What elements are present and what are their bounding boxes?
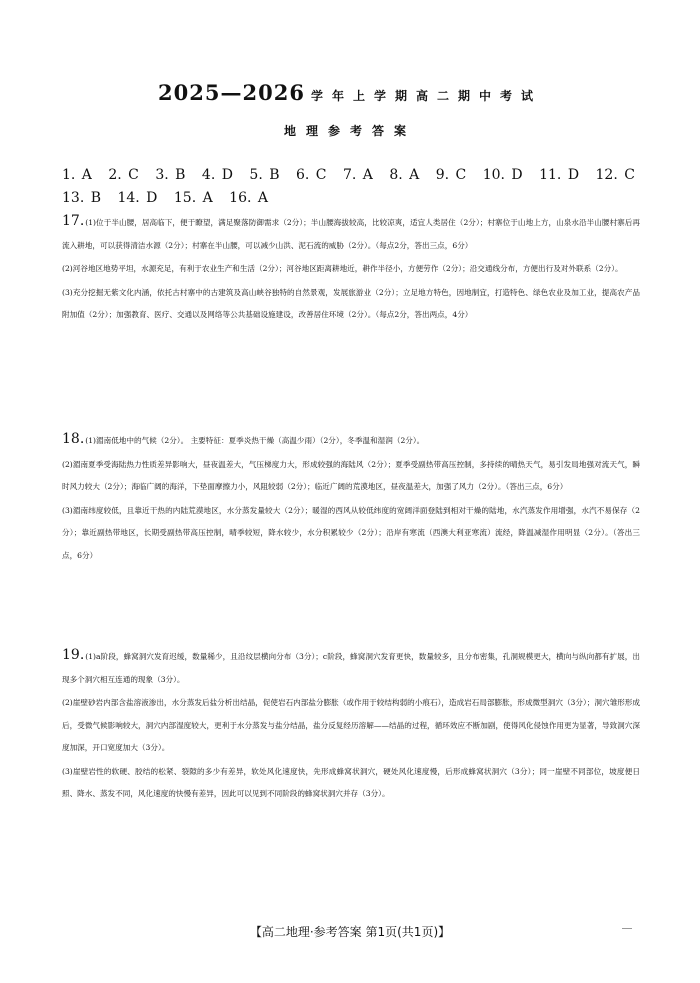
question-18-answer	[62, 428, 640, 568]
mc-answer: 15. A	[173, 190, 213, 206]
answer-part-1: (1)位于半山腰，居高临下，便于瞭望，满足聚落防御需求（2分）；半山腰海拔较高，比较凉爽，适宜人类居住（2分）；村寨位于山地上方，山泉水沿半山腰村寨后再流入耕地，可以获得清洁水源（2分）；村寨在半山腰，可以减少山洪、泥石流的威胁（2分）。（每点2分，答出三点，6分）	[62, 218, 640, 250]
exam-title-text: 学年上学期高二期中考试	[310, 89, 542, 103]
answer-part-2: (2)湄南夏季受海陆热力性质差异影响大，昼夜温差大，气压梯度力大，形成较强的海陆风（2分）；夏季受副热带高压控制，多持续的晴热天气，易引发局地强对流天气，瞬时风力较大（2分）；海临广阔的海洋，下垫面摩擦力小，风阻较弱（2分）；临近广阔的荒漠地区，昼夜温差大，加强了风力（2分）。（答出三点，6分）	[62, 459, 640, 491]
mc-answer: 8. A	[389, 167, 420, 183]
question-number: 19.	[62, 647, 85, 663]
exam-title	[0, 80, 700, 105]
page-footer: 【高二地理·参考答案 第1页(共1页)】	[249, 925, 451, 939]
mc-answer: 16. A	[229, 190, 268, 206]
mc-answer: 11. D	[539, 167, 580, 183]
mc-answer: 5. B	[249, 167, 280, 183]
mc-answer: 1. A	[62, 167, 92, 183]
answer-part-1: (1)a阶段，蜂窝洞穴发育迟缓，数量稀少，且沿纹层横向分布（3分）；c阶段，蜂窝洞穴发育更快，数量较多，且分布密集，孔洞规模更大，横向与纵向都有扩展，出现多个洞穴相互连通的现象（3分）。	[62, 652, 640, 684]
answer-part-3: (3)崖壁岩性的软硬、胶结的松紧、裂隙的多少有差异，软处风化速度快，先形成蜂窝状洞穴，硬处风化速度慢，后形成蜂窝状洞穴（3分）；同一崖壁不同部位，坡度便日照、降水、蒸发不同，风化速度的快慢有差异，因此可以见到不同阶段的蜂窝状洞穴并存（3分）。	[62, 766, 640, 798]
exam-years: 2025—2026	[158, 80, 305, 105]
answer-subtitle: 地理参考答案	[283, 124, 416, 138]
mc-answer: 4. D	[201, 167, 233, 183]
mc-answer: 10. D	[482, 167, 523, 183]
answer-part-2: (2)河谷地区地势平坦，水源充足，有利于农业生产和生活（2分）；河谷地区距离耕地近，耕作半径小，方便劳作（2分）；沿交通线分布，方便出行及对外联系（2分）。	[62, 264, 623, 273]
multiple-choice-answers	[62, 164, 652, 210]
answer-part-1: (1)湄南低地中的气候（2分）。 主要特征：夏季炎热干燥（高温少雨）（2分），冬季温和湿润（2分）。	[85, 436, 425, 445]
question-number: 18.	[62, 431, 85, 447]
corner-mark	[622, 928, 632, 929]
answer-part-3: (3)充分挖掘无紫文化内涵，依托古村寨中的古建筑及高山峡谷独特的自然景观，发展旅游业（2分）；立足地方特色，因地制宜，打造特色、绿色农业及加工业，提高农产品附加值（2分）；加强教育、医疗、交通以及网络等公共基础设施建设，改善居住环境（2分）。（每点2分，答出两点，4分）	[62, 287, 640, 319]
mc-answer: 12. C	[595, 167, 635, 183]
question-number: 17.	[62, 213, 85, 229]
question-17-answer	[62, 210, 640, 328]
answer-part-2: (2)崖壁砂岩内部含盐溶液渗出，水分蒸发后盐分析出结晶，促使岩石内部盐分膨胀（或作用于较结构弱的小痕石），造成岩石局部膨胀，形成微型洞穴（3分）；洞穴雏形形成后，受微气候影响较大，洞穴内部湿度较大，更利于水分蒸发与盐分结晶，盐分反复经历溶解——结晶的过程，循环效应不断加剧，使得风化侵蚀作用更为显著，导致洞穴深度加深，开口宽度加大（3分）。	[62, 698, 640, 752]
answer-part-3: (3)湄南纬度较低，且靠近干热的内陆荒漠地区，水分蒸发量较大（2分）；暖湿的西风从较低纬度的宽阔洋面登陆到相对干燥的陆地，水汽蒸发作用增强，水汽不易保存（2分）；靠近副热带地区，长期受副热带高压控制，晴季较短，降水较少，水分积累较少（2分）；沿岸有寒流（西澳大利亚寒流）流经，降温减湿作用明显（2分）。（答出三点，6分）	[62, 505, 640, 560]
mc-answer: 6. C	[295, 167, 327, 183]
mc-answer: 7. A	[342, 167, 373, 183]
mc-answer: 2. C	[108, 167, 139, 183]
mc-answer: 9. C	[435, 167, 467, 183]
question-19-answer	[62, 644, 640, 807]
mc-answer: 14. D	[117, 190, 158, 206]
mc-answer: 3. B	[155, 167, 186, 183]
mc-answer: 13. B	[62, 190, 102, 206]
